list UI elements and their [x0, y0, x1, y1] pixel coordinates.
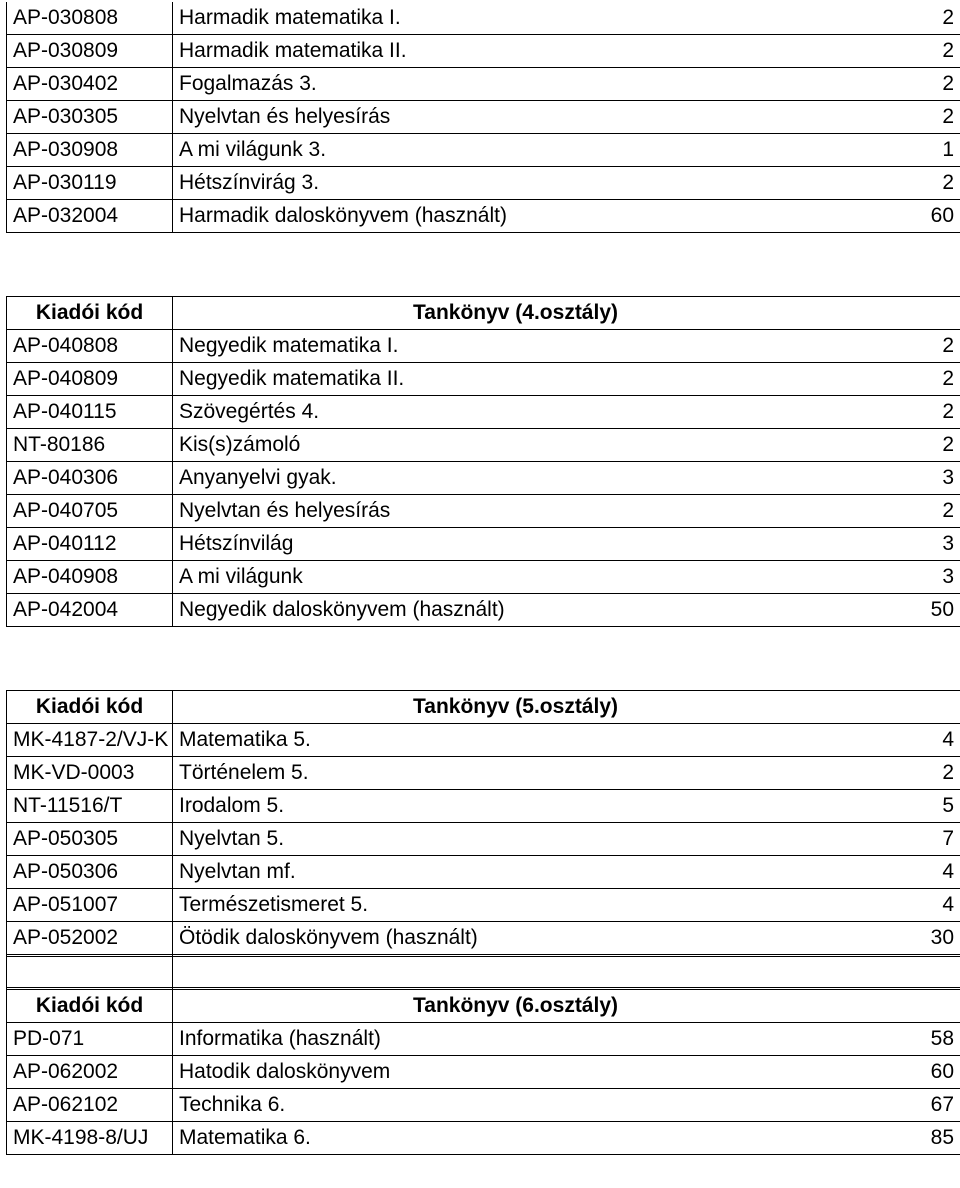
quantity: 50 [863, 594, 960, 627]
grade6-table [6, 956, 960, 1155]
quantity: 60 [863, 200, 960, 233]
publisher-code: AP-040809 [7, 363, 173, 396]
column-header-code: Kiadói kód [7, 297, 173, 330]
publisher-code: MK-VD-0003 [7, 757, 173, 790]
book-title: Természetismeret 5. [173, 889, 863, 922]
table-row [7, 462, 960, 495]
book-title: Irodalom 5. [173, 790, 863, 823]
quantity: 5 [863, 790, 960, 823]
quantity: 60 [863, 1056, 960, 1089]
publisher-code: AP-050306 [7, 856, 173, 889]
quantity: 3 [863, 561, 960, 594]
quantity: 2 [863, 35, 960, 68]
book-title: Informatika (használt) [173, 1023, 863, 1056]
book-title: Anyanyelvi gyak. [173, 462, 863, 495]
book-title: Fogalmazás 3. [173, 68, 863, 101]
table-row [7, 724, 960, 757]
quantity: 3 [863, 528, 960, 561]
column-header-qty [863, 297, 960, 330]
table-row [7, 35, 960, 68]
table-header-row [7, 990, 960, 1023]
publisher-code: AP-030402 [7, 68, 173, 101]
quantity: 4 [863, 724, 960, 757]
book-title: Hétszínvirág 3. [173, 167, 863, 200]
publisher-code: AP-052002 [7, 922, 173, 955]
quantity: 2 [863, 363, 960, 396]
book-title: Negyedik daloskönyvem (használt) [173, 594, 863, 627]
quantity: 67 [863, 1089, 960, 1122]
table-row [7, 1023, 960, 1056]
book-title: Hétszínvilág [173, 528, 863, 561]
table-row [7, 1056, 960, 1089]
table-row [7, 134, 960, 167]
quantity: 4 [863, 856, 960, 889]
column-header-title: Tankönyv (4.osztály) [173, 297, 863, 330]
quantity: 2 [863, 2, 960, 35]
publisher-code: PD-071 [7, 1023, 173, 1056]
publisher-code: AP-030305 [7, 101, 173, 134]
column-header-code: Kiadói kód [7, 990, 173, 1023]
column-header-code: Kiadói kód [7, 691, 173, 724]
publisher-code: AP-042004 [7, 594, 173, 627]
table-row [7, 528, 960, 561]
empty-cell [863, 957, 960, 990]
table-row [7, 889, 960, 922]
publisher-code: AP-040112 [7, 528, 173, 561]
publisher-code: AP-051007 [7, 889, 173, 922]
table-row [7, 1122, 960, 1155]
publisher-code: AP-040115 [7, 396, 173, 429]
table-row [7, 823, 960, 856]
table-row [7, 561, 960, 594]
book-title: Negyedik matematika I. [173, 330, 863, 363]
empty-cell [7, 957, 173, 990]
publisher-code: AP-040908 [7, 561, 173, 594]
publisher-code: AP-062102 [7, 1089, 173, 1122]
empty-row [7, 957, 960, 990]
book-title: A mi világunk 3. [173, 134, 863, 167]
book-title: Kis(s)zámoló [173, 429, 863, 462]
book-title: Matematika 5. [173, 724, 863, 757]
publisher-code: NT-11516/T [7, 790, 173, 823]
publisher-code: AP-030808 [7, 2, 173, 35]
quantity: 2 [863, 757, 960, 790]
publisher-code: AP-032004 [7, 200, 173, 233]
book-title: Harmadik daloskönyvem (használt) [173, 200, 863, 233]
column-header-title: Tankönyv (6.osztály) [173, 990, 863, 1023]
publisher-code: MK-4198-8/UJ [7, 1122, 173, 1155]
quantity: 2 [863, 495, 960, 528]
table-row [7, 856, 960, 889]
publisher-code: AP-050305 [7, 823, 173, 856]
quantity: 85 [863, 1122, 960, 1155]
table-row [7, 68, 960, 101]
empty-cell [173, 957, 863, 990]
grade4-table [6, 296, 960, 627]
table-row [7, 363, 960, 396]
publisher-code: AP-040705 [7, 495, 173, 528]
quantity: 2 [863, 68, 960, 101]
quantity: 58 [863, 1023, 960, 1056]
quantity: 4 [863, 889, 960, 922]
table-row [7, 167, 960, 200]
publisher-code: AP-030908 [7, 134, 173, 167]
table-row [7, 429, 960, 462]
book-title: Hatodik daloskönyvem [173, 1056, 863, 1089]
table-header-row [7, 297, 960, 330]
column-header-qty [863, 691, 960, 724]
grade5-table [6, 690, 960, 988]
publisher-code: AP-040306 [7, 462, 173, 495]
table-row [7, 495, 960, 528]
book-title: Szövegértés 4. [173, 396, 863, 429]
table-row [7, 757, 960, 790]
book-title: Nyelvtan mf. [173, 856, 863, 889]
table-row [7, 200, 960, 233]
book-title: Ötödik daloskönyvem (használt) [173, 922, 863, 955]
table-row [7, 790, 960, 823]
book-title: Negyedik matematika II. [173, 363, 863, 396]
book-title: Nyelvtan és helyesírás [173, 495, 863, 528]
column-header-title: Tankönyv (5.osztály) [173, 691, 863, 724]
table-row [7, 594, 960, 627]
table-row [7, 922, 960, 955]
quantity: 2 [863, 330, 960, 363]
quantity: 7 [863, 823, 960, 856]
publisher-code: NT-80186 [7, 429, 173, 462]
grade3-table [6, 2, 960, 233]
book-title: Történelem 5. [173, 757, 863, 790]
table-header-row [7, 691, 960, 724]
book-title: Nyelvtan 5. [173, 823, 863, 856]
book-title: Harmadik matematika I. [173, 2, 863, 35]
book-title: Nyelvtan és helyesírás [173, 101, 863, 134]
table-row [7, 2, 960, 35]
publisher-code: AP-062002 [7, 1056, 173, 1089]
book-title: Matematika 6. [173, 1122, 863, 1155]
table-row [7, 1089, 960, 1122]
publisher-code: AP-040808 [7, 330, 173, 363]
table-row [7, 330, 960, 363]
book-title: A mi világunk [173, 561, 863, 594]
quantity: 2 [863, 396, 960, 429]
book-title: Harmadik matematika II. [173, 35, 863, 68]
table-row [7, 396, 960, 429]
quantity: 2 [863, 101, 960, 134]
quantity: 30 [863, 922, 960, 955]
table-row [7, 101, 960, 134]
quantity: 2 [863, 167, 960, 200]
publisher-code: AP-030809 [7, 35, 173, 68]
quantity: 3 [863, 462, 960, 495]
publisher-code: AP-030119 [7, 167, 173, 200]
column-header-qty [863, 990, 960, 1023]
book-title: Technika 6. [173, 1089, 863, 1122]
publisher-code: MK-4187-2/VJ-K [7, 724, 173, 757]
quantity: 1 [863, 134, 960, 167]
quantity: 2 [863, 429, 960, 462]
